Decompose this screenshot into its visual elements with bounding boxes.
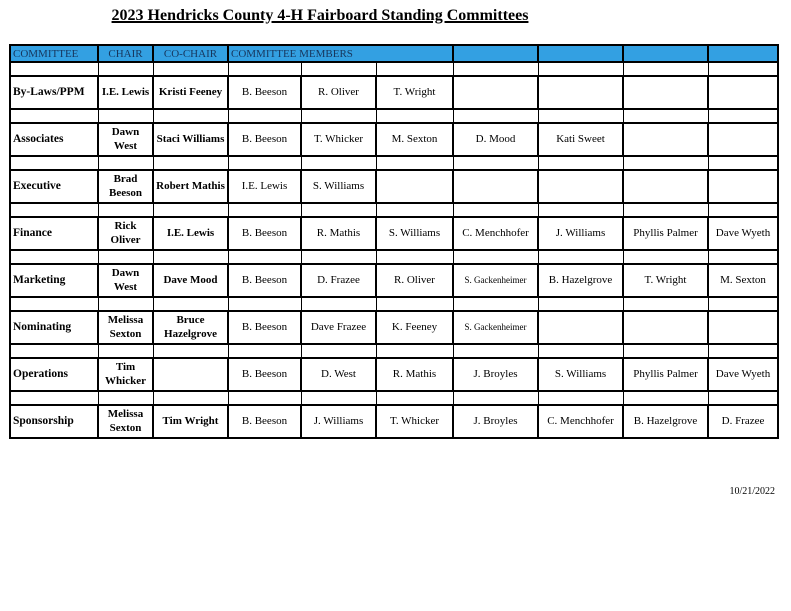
header-blank-cell xyxy=(623,45,708,62)
spacer-row xyxy=(10,156,778,170)
member-cell: B. Beeson xyxy=(228,311,301,344)
member-cell xyxy=(453,76,538,109)
committee-name-cell: Marketing xyxy=(10,264,98,297)
committee-row-executive xyxy=(10,170,778,203)
chair-cell: Brad Beeson xyxy=(98,170,153,203)
member-cell xyxy=(708,123,778,156)
cochair-cell xyxy=(153,358,228,391)
member-cell: C. Menchhofer xyxy=(453,217,538,250)
cochair-cell: Bruce Hazelgrove xyxy=(153,311,228,344)
committee-row-operations xyxy=(10,358,778,391)
chair-cell: Dawn West xyxy=(98,264,153,297)
committee-name-cell: Executive xyxy=(10,170,98,203)
member-cell: J. Williams xyxy=(538,217,623,250)
member-cell xyxy=(538,76,623,109)
member-cell: J. Broyles xyxy=(453,358,538,391)
spacer-row xyxy=(10,344,778,358)
member-cell: D. Mood xyxy=(453,123,538,156)
header-row xyxy=(10,45,778,62)
spacer-row xyxy=(10,109,778,123)
committee-row-marketing xyxy=(10,264,778,297)
chair-cell: Melissa Sexton xyxy=(98,311,153,344)
page-title: 2023 Hendricks County 4-H Fairboard Standing Committees xyxy=(111,7,529,24)
footer-date: 10/21/2022 xyxy=(729,486,775,497)
member-cell: J. Broyles xyxy=(453,405,538,438)
committee-row-bylaws xyxy=(10,76,778,109)
member-cell xyxy=(453,170,538,203)
member-cell: B. Beeson xyxy=(228,123,301,156)
cochair-cell: Robert Mathis xyxy=(153,170,228,203)
member-cell xyxy=(538,311,623,344)
header-blank-cell xyxy=(453,45,538,62)
member-cell: Dave Frazee xyxy=(301,311,376,344)
chair-cell: Melissa Sexton xyxy=(98,405,153,438)
header-committee: COMMITTEE xyxy=(10,45,98,62)
cochair-cell: I.E. Lewis xyxy=(153,217,228,250)
header-chair: CHAIR xyxy=(98,45,153,62)
committee-name-cell: By-Laws/PPM xyxy=(10,76,98,109)
committee-name-cell: Sponsorship xyxy=(10,405,98,438)
chair-cell: Tim Whicker xyxy=(98,358,153,391)
member-cell: Phyllis Palmer xyxy=(623,217,708,250)
header-blank-cell xyxy=(538,45,623,62)
committee-row-nominating xyxy=(10,311,778,344)
spacer-row xyxy=(10,297,778,311)
member-cell: S. Williams xyxy=(301,170,376,203)
committee-row-associates xyxy=(10,123,778,156)
header-cochair: CO-CHAIR xyxy=(153,45,228,62)
spacer-row xyxy=(10,250,778,264)
member-cell xyxy=(623,76,708,109)
header-members: COMMITTEE MEMBERS xyxy=(228,45,453,62)
member-cell: I.E. Lewis xyxy=(228,170,301,203)
member-cell xyxy=(708,311,778,344)
member-cell: K. Feeney xyxy=(376,311,453,344)
member-cell: S. Gackenheimer xyxy=(453,311,538,344)
spacer-row xyxy=(10,391,778,405)
member-cell: Dave Wyeth xyxy=(708,358,778,391)
member-cell: S. Williams xyxy=(538,358,623,391)
committee-name-cell: Nominating xyxy=(10,311,98,344)
member-cell xyxy=(376,170,453,203)
member-cell: C. Menchhofer xyxy=(538,405,623,438)
chair-cell: Dawn West xyxy=(98,123,153,156)
member-cell xyxy=(623,311,708,344)
committee-row-sponsorship xyxy=(10,405,778,438)
member-cell: R. Mathis xyxy=(376,358,453,391)
member-cell: D. Frazee xyxy=(708,405,778,438)
member-cell: Phyllis Palmer xyxy=(623,358,708,391)
cochair-cell: Dave Mood xyxy=(153,264,228,297)
cochair-cell: Kristi Feeney xyxy=(153,76,228,109)
member-cell xyxy=(623,123,708,156)
member-cell: T. Whicker xyxy=(376,405,453,438)
member-cell: T. Wright xyxy=(376,76,453,109)
member-cell: M. Sexton xyxy=(376,123,453,156)
committee-name-cell: Operations xyxy=(10,358,98,391)
member-cell: D. West xyxy=(301,358,376,391)
member-cell xyxy=(708,170,778,203)
committee-name-cell: Associates xyxy=(10,123,98,156)
member-cell xyxy=(623,170,708,203)
member-cell: S. Gackenheimer xyxy=(453,264,538,297)
member-cell xyxy=(538,170,623,203)
cochair-cell: Staci Williams xyxy=(153,123,228,156)
member-cell: B. Beeson xyxy=(228,405,301,438)
member-cell: D. Frazee xyxy=(301,264,376,297)
member-cell: B. Hazelgrove xyxy=(623,405,708,438)
chair-cell: I.E. Lewis xyxy=(98,76,153,109)
member-cell: B. Beeson xyxy=(228,264,301,297)
chair-cell: Rick Oliver xyxy=(98,217,153,250)
member-cell: M. Sexton xyxy=(708,264,778,297)
member-cell: B. Beeson xyxy=(228,358,301,391)
member-cell: R. Oliver xyxy=(301,76,376,109)
member-cell: T. Whicker xyxy=(301,123,376,156)
member-cell: J. Williams xyxy=(301,405,376,438)
member-cell: R. Oliver xyxy=(376,264,453,297)
header-blank-cell xyxy=(708,45,778,62)
member-cell: B. Hazelgrove xyxy=(538,264,623,297)
member-cell: B. Beeson xyxy=(228,76,301,109)
committees-table xyxy=(9,44,779,439)
member-cell: T. Wright xyxy=(623,264,708,297)
member-cell xyxy=(708,76,778,109)
member-cell: B. Beeson xyxy=(228,217,301,250)
member-cell: Kati Sweet xyxy=(538,123,623,156)
spacer-row xyxy=(10,62,778,76)
spacer-row xyxy=(10,203,778,217)
member-cell: Dave Wyeth xyxy=(708,217,778,250)
member-cell: S. Williams xyxy=(376,217,453,250)
committee-name-cell: Finance xyxy=(10,217,98,250)
cochair-cell: Tim Wright xyxy=(153,405,228,438)
member-cell: R. Mathis xyxy=(301,217,376,250)
committee-row-finance xyxy=(10,217,778,250)
